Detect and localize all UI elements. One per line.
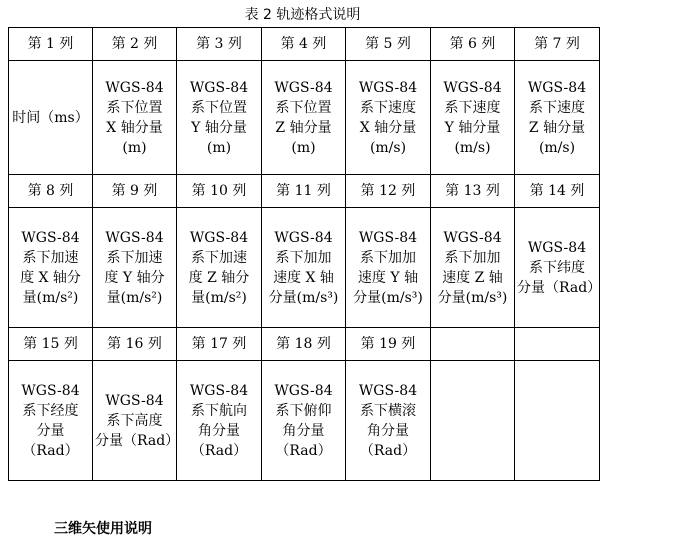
column-number-cell: 第 11 列: [262, 175, 346, 208]
column-description-cell: [431, 61, 515, 175]
column-description-cell: [346, 208, 431, 328]
description-line: 速度 Y 轴: [357, 269, 419, 286]
column-description-cell: [177, 61, 262, 175]
next-section-heading: 三维矢使用说明: [54, 521, 152, 537]
description-line: WGS-84: [443, 79, 502, 96]
description-line: WGS-84: [358, 79, 418, 96]
description-line: （Rad）: [275, 442, 332, 459]
description-line: 系下位置: [191, 99, 247, 116]
description-line: 分量（Rad）: [95, 432, 180, 449]
header-row: [9, 175, 600, 208]
description-line: WGS-84: [527, 239, 587, 256]
description-line: 系下速度: [444, 99, 501, 116]
description-line: 角分量: [367, 422, 409, 439]
description-line: 系下纬度: [529, 259, 585, 276]
column-description-cell: [9, 361, 93, 481]
description-line: 系下航向: [191, 402, 247, 419]
column-number-cell: 第 17 列: [177, 328, 262, 361]
description-line: 系下加加: [275, 249, 332, 266]
description-line: 速度 X 轴: [273, 269, 334, 286]
description-line: 系下高度: [106, 412, 163, 429]
column-number-cell: 第 7 列: [515, 28, 600, 61]
description-line: (m/s): [369, 139, 407, 156]
description-row: [9, 61, 600, 175]
column-description-cell: [262, 61, 346, 175]
column-number-cell: 第 5 列: [346, 28, 431, 61]
description-line: (m/s): [454, 139, 491, 156]
description-line: 系下横滚: [360, 402, 416, 419]
description-line: 系下位置: [275, 99, 332, 116]
description-line: 分量(m/s³): [353, 289, 423, 306]
description-line: WGS-84: [21, 382, 80, 399]
description-line: 速度 Z 轴: [442, 269, 503, 286]
description-line: Z 轴分量: [275, 119, 332, 136]
description-line: 量(m/s²): [22, 289, 79, 306]
header-row: [9, 328, 600, 361]
description-line: Y 轴分量: [444, 119, 501, 136]
column-number-cell: 第 2 列: [93, 28, 177, 61]
description-line: 时间（ms）: [12, 109, 89, 126]
description-line: 系下加速: [22, 249, 79, 266]
trajectory-format-table: [8, 27, 600, 481]
description-line: 系下经度: [22, 402, 79, 419]
description-line: WGS-84: [274, 79, 333, 96]
column-description-cell: [9, 208, 93, 328]
column-description-cell: [346, 61, 431, 175]
description-line: WGS-84: [105, 79, 164, 96]
description-line: 度 Z 轴分: [188, 269, 250, 286]
column-number-cell: 第 8 列: [9, 175, 93, 208]
description-line: （Rad）: [359, 442, 417, 459]
column-description-cell: [177, 208, 262, 328]
column-description-cell: [93, 361, 180, 481]
column-number-cell: 第 6 列: [431, 28, 515, 61]
column-number-cell: 第 16 列: [93, 328, 177, 361]
description-line: WGS-84: [358, 382, 418, 399]
description-line: 系下加加: [444, 249, 501, 266]
description-line: （Rad）: [22, 442, 79, 459]
description-line: WGS-84: [105, 229, 164, 246]
description-line: 分量（Rad）: [517, 279, 602, 296]
column-number-cell: 第 9 列: [93, 175, 177, 208]
description-line: 系下俯仰: [275, 402, 332, 419]
description-line: (m): [206, 139, 232, 156]
column-number-cell: 第 3 列: [177, 28, 262, 61]
column-description-cell: [93, 61, 177, 175]
table-caption: 表 2 轨迹格式说明: [244, 7, 361, 23]
column-description-cell: [515, 61, 600, 175]
column-number-cell: 第 15 列: [9, 328, 93, 361]
column-number-cell: 第 14 列: [515, 175, 600, 208]
description-line: (m): [122, 139, 147, 156]
description-line: 度 Y 轴分: [104, 269, 165, 286]
description-line: 分量(m/s³): [268, 289, 339, 306]
description-line: Y 轴分量: [191, 119, 247, 136]
header-row: [9, 28, 600, 61]
description-line: 系下加加: [360, 249, 416, 266]
description-line: (m): [291, 139, 316, 156]
description-line: WGS-84: [189, 382, 249, 399]
description-line: 系下加速: [191, 249, 247, 266]
description-line: WGS-84: [189, 79, 249, 96]
description-line: 量(m/s²): [191, 289, 247, 306]
description-line: 度 X 轴分: [20, 269, 81, 286]
description-line: 角分量: [282, 422, 325, 439]
description-line: WGS-84: [274, 229, 333, 246]
column-description-cell: [93, 208, 177, 328]
description-line: 量(m/s²): [106, 289, 163, 306]
description-line: WGS-84: [105, 392, 164, 409]
description-line: 系下位置: [106, 99, 163, 116]
description-line: WGS-84: [443, 229, 502, 246]
column-description-cell: [9, 61, 93, 175]
description-row: [9, 361, 600, 481]
description-line: (m/s): [538, 139, 576, 156]
column-number-cell: [431, 328, 515, 361]
description-line: WGS-84: [21, 229, 80, 246]
column-description-cell: [431, 361, 515, 481]
description-line: 分量: [36, 422, 65, 439]
description-line: （Rad）: [190, 442, 248, 459]
column-description-cell: [431, 208, 515, 328]
description-row: [9, 208, 600, 328]
description-line: 系下速度: [529, 99, 585, 116]
description-line: Z 轴分量: [528, 119, 586, 136]
column-number-cell: 第 10 列: [177, 175, 262, 208]
description-line: X 轴分量: [106, 119, 163, 136]
column-description-cell: [177, 361, 262, 481]
column-number-cell: 第 1 列: [9, 28, 93, 61]
description-line: 系下加速: [106, 249, 163, 266]
column-number-cell: 第 4 列: [262, 28, 346, 61]
column-number-cell: [515, 328, 600, 361]
description-line: 系下速度: [360, 99, 416, 116]
column-description-cell: [262, 208, 346, 328]
description-line: 角分量: [198, 422, 240, 439]
description-line: 分量(m/s³): [437, 289, 508, 306]
column-number-cell: 第 18 列: [262, 328, 346, 361]
description-line: WGS-84: [358, 229, 418, 246]
column-number-cell: 第 12 列: [346, 175, 431, 208]
column-number-cell: 第 13 列: [431, 175, 515, 208]
column-description-cell: [262, 361, 346, 481]
description-line: X 轴分量: [359, 119, 417, 136]
description-line: WGS-84: [274, 382, 333, 399]
column-description-cell: [515, 361, 600, 481]
description-line: WGS-84: [189, 229, 249, 246]
column-description-cell: [515, 208, 600, 328]
column-description-cell: [346, 361, 431, 481]
description-line: WGS-84: [527, 79, 587, 96]
column-number-cell: 第 19 列: [346, 328, 431, 361]
